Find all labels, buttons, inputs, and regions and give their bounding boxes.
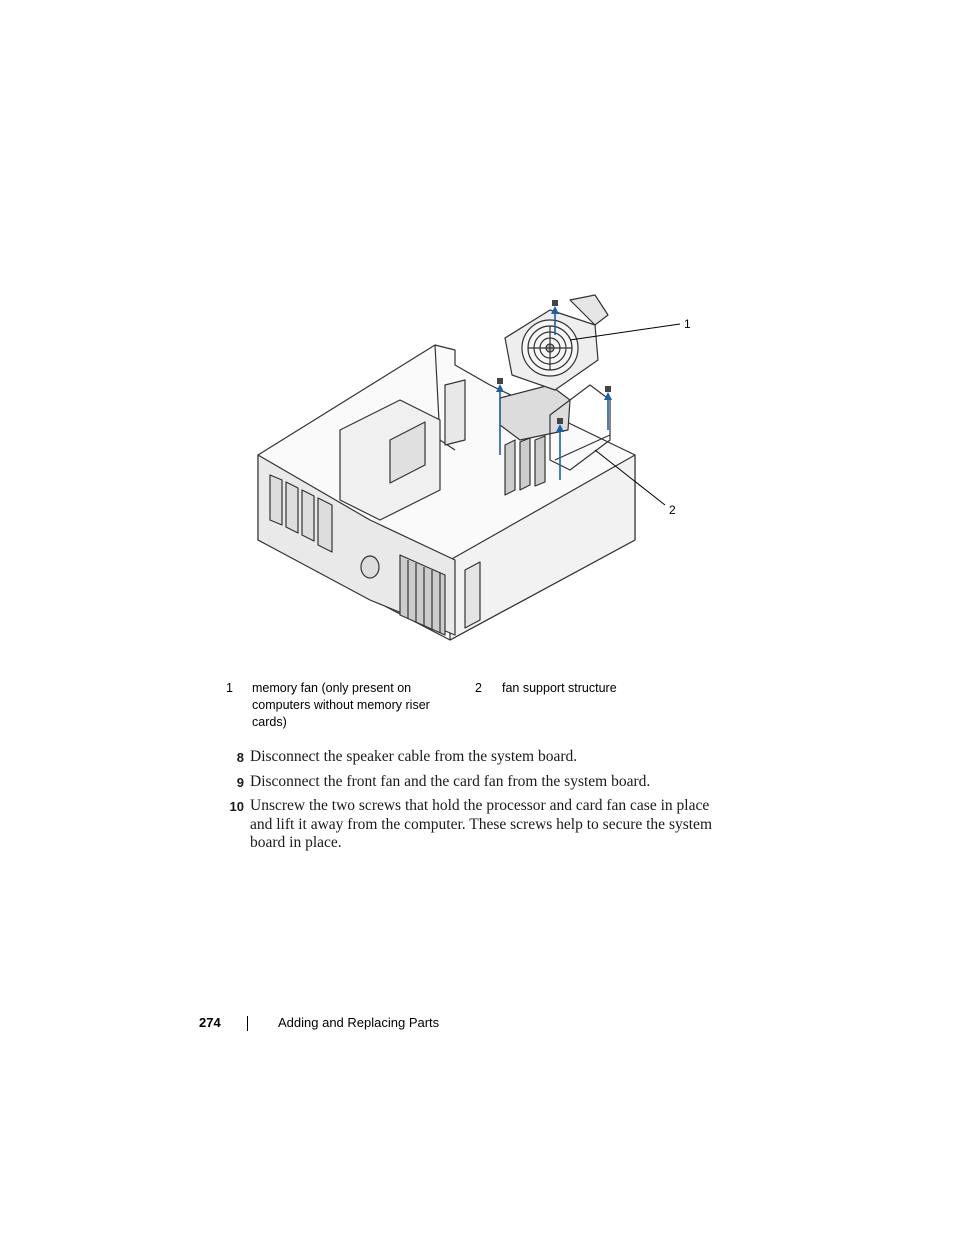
step-number: 9: [236, 774, 244, 790]
step-text: Unscrew the two screws that hold the processor and card fan case in place and lift it away from the computer. These screws help to secure the system board in place.: [250, 797, 712, 851]
legend-text: memory fan (only present on computers without memory riser cards): [252, 681, 430, 729]
footer-divider: [247, 1016, 248, 1031]
callout-2: 2: [669, 503, 676, 517]
step-number: 10: [229, 799, 244, 814]
legend-number: 2: [475, 681, 482, 695]
page-number: 274: [199, 1015, 221, 1030]
legend-text: fan support structure: [502, 681, 617, 695]
step-text: Disconnect the front fan and the card fan from the system board.: [250, 772, 651, 790]
step-item: [222, 773, 722, 792]
instruction-steps: [222, 748, 722, 859]
chassis-drawing: [250, 290, 700, 660]
step-number: 8: [236, 750, 244, 765]
step-text: Disconnect the speaker cable from the system board.: [250, 748, 578, 765]
step-item: [222, 797, 722, 853]
step-item: [222, 748, 722, 767]
section-title: Adding and Replacing Parts: [278, 1015, 440, 1030]
legend-number: 1: [226, 681, 233, 695]
computer-illustration: [250, 290, 700, 660]
callout-1: 1: [684, 317, 691, 331]
